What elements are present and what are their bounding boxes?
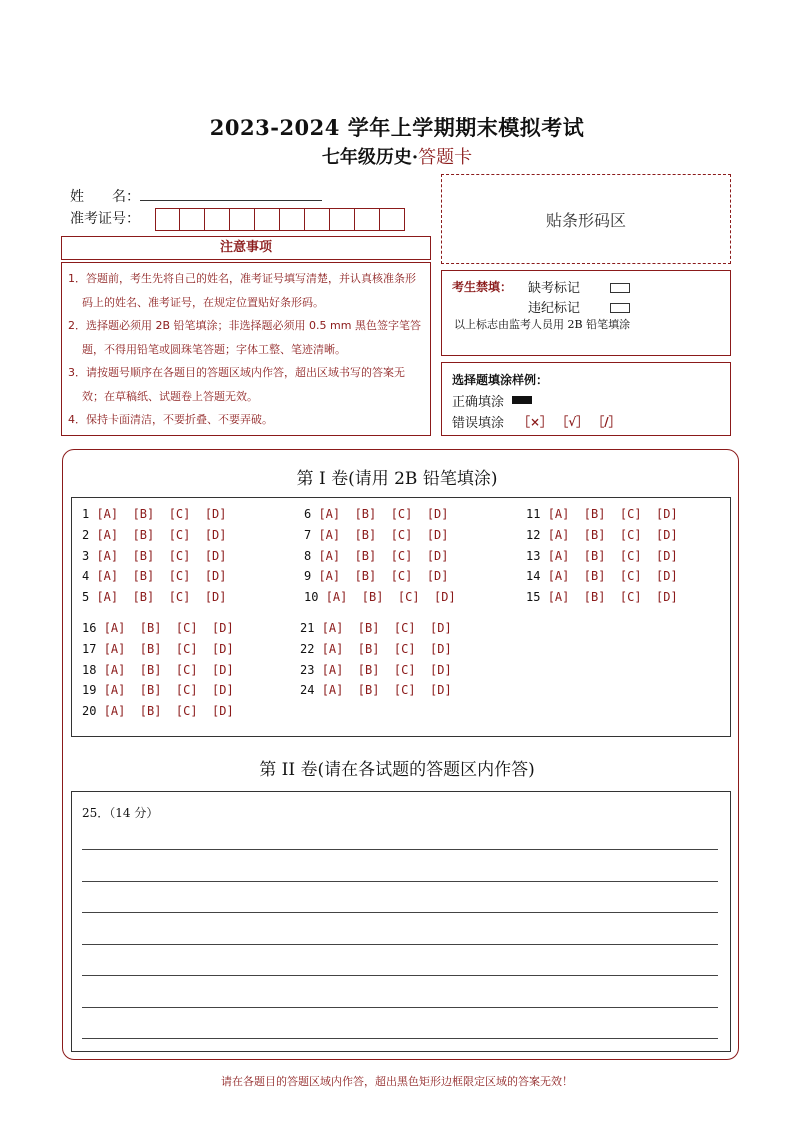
- choice-grid: [71, 497, 731, 737]
- question-number: 20: [82, 704, 104, 719]
- notice-item: 3．请按题号顺序在各题目的答题区域内作答，超出区域书写的答案无效；在草稿纸、试题卷上答题无效。: [68, 366, 405, 403]
- question-options[interactable]: [A] [B] [C] [D]: [547, 569, 678, 584]
- correct-label: 正确填涂: [452, 395, 505, 410]
- question-number: 1: [82, 507, 97, 521]
- choice-question[interactable]: [304, 590, 456, 604]
- barcode-area: 贴条形码区: [441, 174, 731, 264]
- answer-line: [82, 881, 718, 882]
- id-digit-box[interactable]: [230, 208, 255, 231]
- question-number: 17: [82, 641, 104, 656]
- notice-item: 1．答题前，考生先将自己的姓名，准考证号填写清楚，并认真核准条形码上的姓名、准考证号，在规定位置贴好条形码。: [68, 272, 416, 309]
- answer-line: [82, 975, 718, 976]
- question-options[interactable]: [A] [B] [C] [D]: [96, 590, 227, 605]
- section1-title: 第 I 卷(请用 2B 铅笔填涂): [296, 469, 498, 489]
- question-25-label: 25．（14 分）: [82, 806, 159, 820]
- question-options[interactable]: [A] [B] [C] [D]: [318, 569, 449, 584]
- question-options[interactable]: [A] [B] [C] [D]: [96, 527, 227, 542]
- page-subtitle: [0, 143, 794, 169]
- choice-question[interactable]: [82, 569, 227, 583]
- choice-question[interactable]: [526, 507, 678, 521]
- question-number: 22: [300, 641, 322, 656]
- question-number: 2: [82, 527, 97, 542]
- question-number: 18: [82, 662, 104, 677]
- name-label: 姓 名：: [70, 189, 140, 205]
- choice-question[interactable]: [304, 549, 449, 563]
- question-options[interactable]: [A] [B] [C] [D]: [547, 548, 678, 563]
- choice-question[interactable]: [82, 549, 227, 563]
- question-options[interactable]: [A] [B] [C] [D]: [103, 621, 234, 635]
- question-options[interactable]: [A] [B] [C] [D]: [96, 507, 227, 521]
- choice-question[interactable]: [82, 642, 234, 656]
- choice-question[interactable]: [82, 704, 234, 718]
- essay-box[interactable]: [71, 791, 731, 1052]
- absent-label: 缺考标记: [528, 281, 581, 296]
- question-number: 5: [82, 590, 97, 605]
- choice-question[interactable]: [304, 507, 449, 521]
- question-number: 9: [304, 569, 319, 584]
- choice-question[interactable]: [304, 528, 449, 542]
- question-options[interactable]: [A] [B] [C] [D]: [321, 641, 452, 656]
- id-digit-box[interactable]: [255, 208, 280, 231]
- choice-question[interactable]: [82, 528, 227, 542]
- answer-line: [82, 912, 718, 913]
- question-options[interactable]: [A] [B] [C] [D]: [103, 641, 234, 656]
- choice-question[interactable]: [82, 621, 234, 635]
- question-options[interactable]: [A] [B] [C] [D]: [325, 590, 456, 605]
- wrong-label: 错误填涂: [452, 416, 505, 431]
- question-options[interactable]: [A] [B] [C] [D]: [321, 662, 452, 677]
- choice-question[interactable]: [526, 549, 678, 563]
- id-digit-box[interactable]: [155, 208, 180, 231]
- choice-question[interactable]: [300, 663, 452, 677]
- answer-line: [82, 849, 718, 850]
- question-number: 4: [82, 569, 97, 584]
- choice-question[interactable]: [526, 569, 678, 583]
- question-number: 12: [526, 527, 548, 542]
- choice-question[interactable]: [526, 590, 678, 604]
- id-boxes: [155, 208, 405, 231]
- footer-warning: 请在各题目的答题区域内作答，超出黑色矩形边框限定区域的答案无效！: [221, 1075, 573, 1088]
- id-digit-box[interactable]: [305, 208, 330, 231]
- notice-item: 4．保持卡面清洁，不要折叠、不要弄破。: [68, 413, 273, 426]
- choice-question[interactable]: [304, 569, 449, 583]
- question-options[interactable]: [A] [B] [C] [D]: [318, 507, 449, 521]
- absent-mark[interactable]: [610, 283, 630, 293]
- question-number: 19: [82, 683, 104, 698]
- question-number: 21: [300, 621, 322, 635]
- question-options[interactable]: [A] [B] [C] [D]: [321, 683, 452, 698]
- question-options[interactable]: [A] [B] [C] [D]: [547, 590, 678, 605]
- question-options[interactable]: [A] [B] [C] [D]: [547, 527, 678, 542]
- choice-question[interactable]: [300, 621, 452, 635]
- id-digit-box[interactable]: [280, 208, 305, 231]
- subtitle-main: 七年级历史·: [321, 147, 419, 168]
- id-label: 准考证号：: [70, 211, 140, 227]
- id-digit-box[interactable]: [380, 208, 405, 231]
- section2-title: 第 II 卷(请在各试题的答题区内作答): [259, 760, 535, 780]
- violation-label: 违纪标记: [528, 301, 581, 316]
- question-options[interactable]: [A] [B] [C] [D]: [318, 527, 449, 542]
- question-number: 8: [304, 548, 319, 563]
- notice-item: 2．选择题必须用 2B 铅笔填涂；非选择题必须用 0.5 mm 黑色签字笔答题，不得用铅笔或圆珠笔答题；字体工整、笔迹清晰。: [68, 319, 421, 356]
- notice-heading: 注意事项: [61, 236, 431, 260]
- choice-question[interactable]: [82, 663, 234, 677]
- question-options[interactable]: [A] [B] [C] [D]: [96, 548, 227, 563]
- question-options[interactable]: [A] [B] [C] [D]: [318, 548, 449, 563]
- sample-box: [441, 362, 731, 436]
- violation-mark[interactable]: [610, 303, 630, 313]
- question-options[interactable]: [A] [B] [C] [D]: [547, 507, 678, 521]
- choice-question[interactable]: [526, 528, 678, 542]
- question-number: 6: [304, 507, 319, 521]
- subtitle-accent: 答题卡: [418, 147, 473, 168]
- page-title: 2023-2024 学年上学期期末模拟考试: [209, 115, 585, 140]
- question-number: 3: [82, 548, 97, 563]
- question-number: 11: [526, 507, 548, 521]
- question-options[interactable]: [A] [B] [C] [D]: [103, 683, 234, 698]
- id-digit-box[interactable]: [205, 208, 230, 231]
- question-number: 10: [304, 590, 326, 605]
- question-number: 13: [526, 548, 548, 563]
- choice-question[interactable]: [82, 590, 227, 604]
- question-number: 15: [526, 590, 548, 605]
- ban-label: 考生禁填：: [452, 280, 513, 294]
- ban-box: [441, 270, 731, 356]
- name-field[interactable]: [140, 200, 322, 201]
- sample-label: 选择题填涂样例：: [452, 373, 549, 387]
- wrong-marks: ［×］ ［√］ ［/］: [518, 415, 621, 429]
- id-digit-box[interactable]: [330, 208, 355, 231]
- question-number: 16: [82, 621, 104, 635]
- answer-line: [82, 944, 718, 945]
- answer-line: [82, 1038, 718, 1039]
- question-number: 14: [526, 569, 548, 584]
- choice-question[interactable]: [82, 507, 227, 521]
- id-digit-box[interactable]: [355, 208, 380, 231]
- notice-box: [61, 262, 431, 436]
- question-options[interactable]: [A] [B] [C] [D]: [103, 704, 234, 719]
- answer-line: [82, 1007, 718, 1008]
- ban-note: 以上标志由监考人员用 2B 铅笔填涂: [454, 318, 631, 331]
- question-number: 23: [300, 662, 322, 677]
- question-options[interactable]: [A] [B] [C] [D]: [103, 662, 234, 677]
- id-digit-box[interactable]: [180, 208, 205, 231]
- question-number: 24: [300, 683, 322, 698]
- choice-question[interactable]: [300, 683, 452, 697]
- correct-fill-example: [512, 396, 532, 404]
- choice-question[interactable]: [300, 642, 452, 656]
- question-options[interactable]: [A] [B] [C] [D]: [96, 569, 227, 584]
- question-options[interactable]: [A] [B] [C] [D]: [321, 621, 452, 635]
- question-number: 7: [304, 527, 319, 542]
- choice-question[interactable]: [82, 683, 234, 697]
